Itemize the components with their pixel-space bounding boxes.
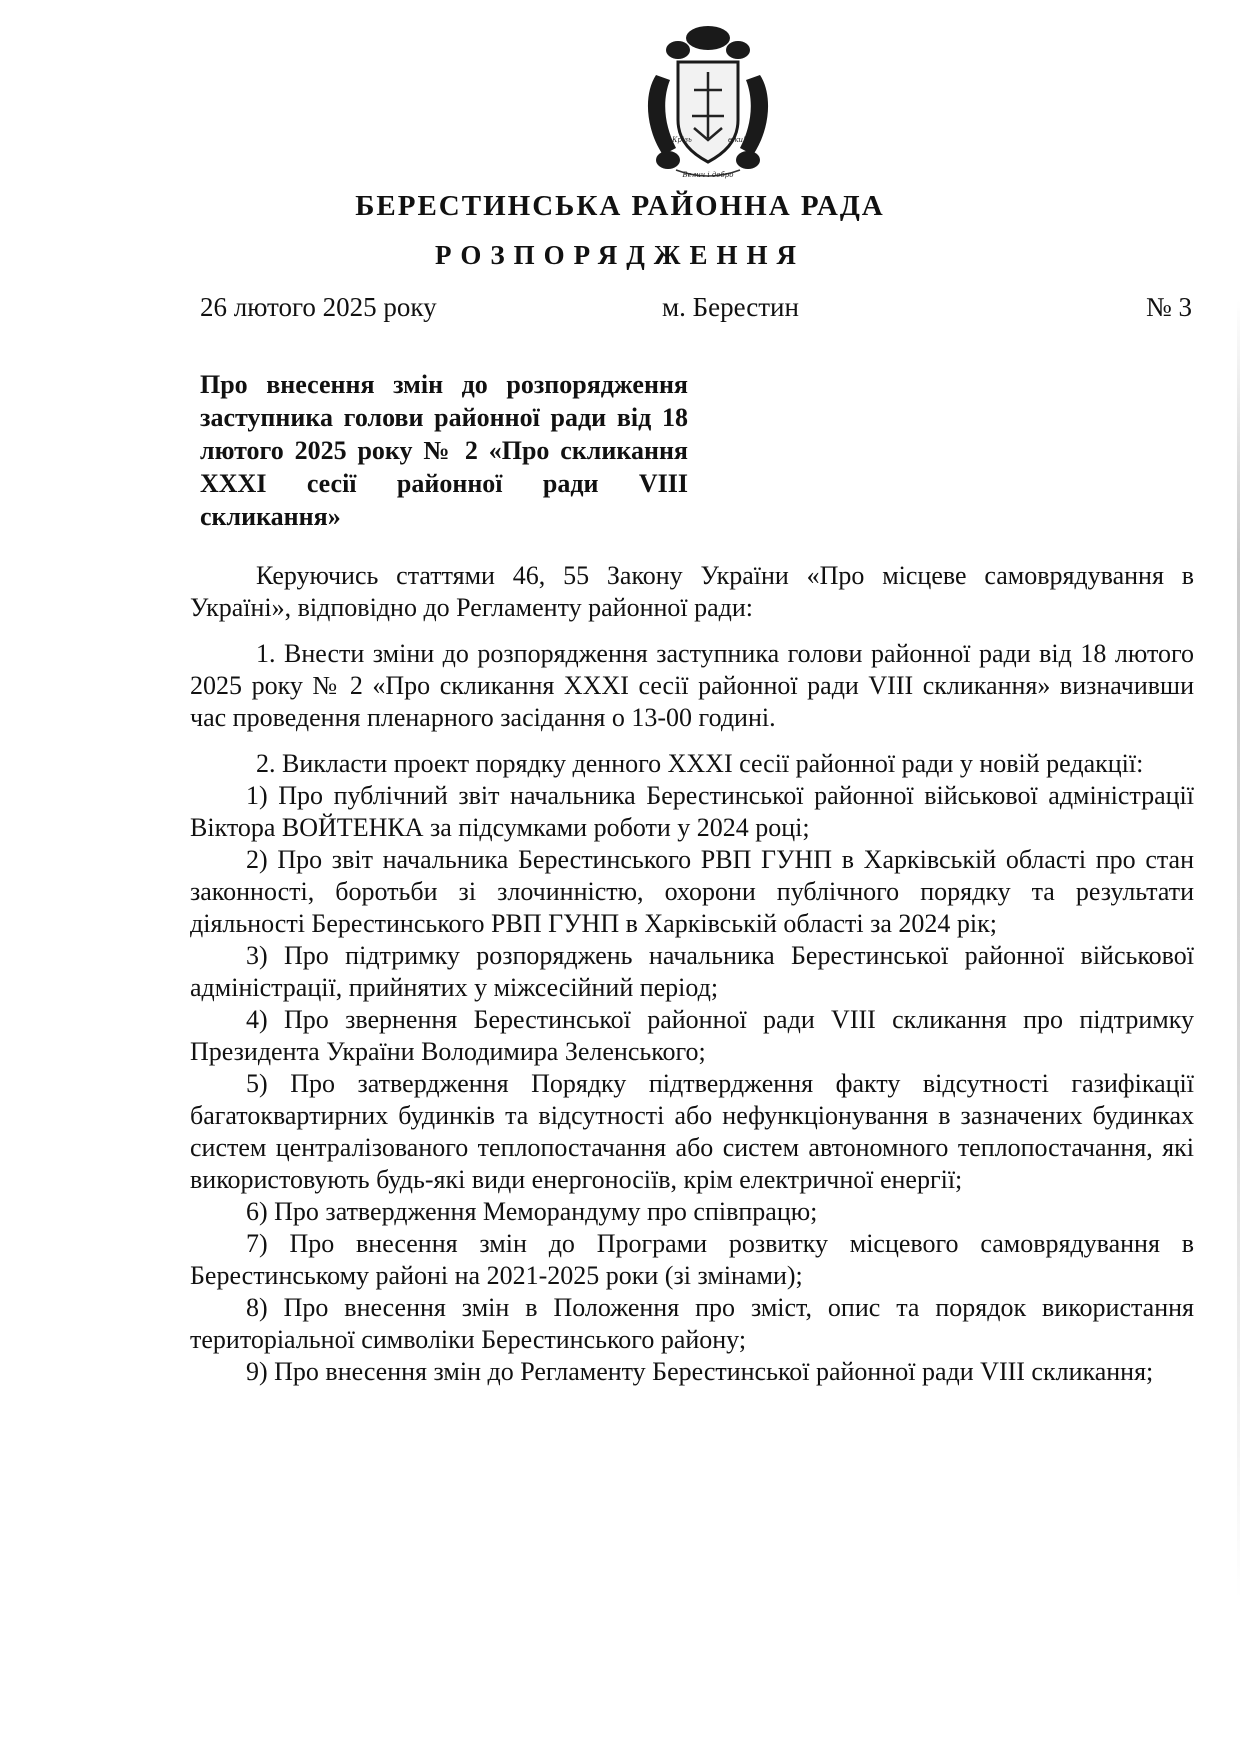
agenda-item-3: 3) Про підтримку розпоряджень начальника Берестинської районної військової адміністрації, прийнятих у міжсесійний період; (190, 941, 1194, 1002)
crest-motto-left: Крізь (672, 136, 692, 144)
document-subject: Про внесення змін до розпорядження заступника голови районної ради від 18 лютого 2025 року № 2 «Про скликання XXXI сесії районної ради VIII скликання» (200, 370, 688, 531)
crest-emblem (638, 20, 778, 185)
document-place: м. Берестин (662, 292, 799, 322)
document-number: № 3 (1145, 292, 1192, 322)
crest-motto-right: віки! (728, 136, 746, 144)
agenda-item-2: 2) Про звіт начальника Берестинського РВП ГУНП в Харківській області про стан законності, боротьби зі злочинністю, охорони публічного порядку та результати діяльності Берестинського РВП ГУНП в Харківській області за 2024 рік; (190, 845, 1194, 938)
agenda-item-1: 1) Про публічний звіт начальника Берестинської районної військової адміністрації Віктора ВОЙТЕНКА за підсумками роботи у 2024 році; (190, 781, 1194, 842)
agenda-item-5: 5) Про затвердження Порядку підтвердження факту відсутності газифікації багатоквартирних будинків та відсутності або нефункціонування в зазначених будинках систем централізованого теплопостачання або систем автономного теплопостачання, які використовують будь-які види енергоносіїв, крім електричної енергії; (190, 1069, 1194, 1194)
agenda-item-4: 4) Про звернення Берестинської районної ради VIII скликання про підтримку Президента України Володимира Зеленського; (190, 1005, 1194, 1066)
document-date: 26 лютого 2025 року (200, 292, 437, 322)
agenda-item-9: 9) Про внесення змін до Регламенту Берестинської районної ради VIII скликання; (246, 1357, 1154, 1386)
crest-motto-bottom: Велич і добро (682, 171, 734, 179)
point-2-intro: 2. Викласти проект порядку денного XXXI сесії районної ради у новій редакції: (256, 749, 1144, 778)
document-body (190, 560, 1194, 1388)
agenda-item-7: 7) Про внесення змін до Програми розвитку місцевого самоврядування в Берестинському районі на 2021-2025 роки (зі змінами); (190, 1229, 1194, 1290)
agenda-item-8: 8) Про внесення змін в Положення про зміст, опис та порядок використання територіальної символіки Берестинського району; (190, 1293, 1194, 1354)
preamble: Керуючись статтями 46, 55 Закону України «Про місцеве самоврядування в Україні», відповідно до Регламенту районної ради: (190, 561, 1194, 622)
document-type: РОЗПОРЯДЖЕННЯ (434, 240, 806, 270)
council-title: БЕРЕСТИНСЬКА РАЙОННА РАДА (355, 190, 885, 222)
point-1: 1. Внести зміни до розпорядження заступника голови районної ради від 18 лютого 2025 року № 2 «Про скликання XXXI сесії районної ради VIII скликання» визначивши час проведення пленарного засідання о 13-00 годині. (190, 639, 1194, 732)
agenda-item-6: 6) Про затвердження Меморандуму про співпрацю; (246, 1197, 818, 1226)
